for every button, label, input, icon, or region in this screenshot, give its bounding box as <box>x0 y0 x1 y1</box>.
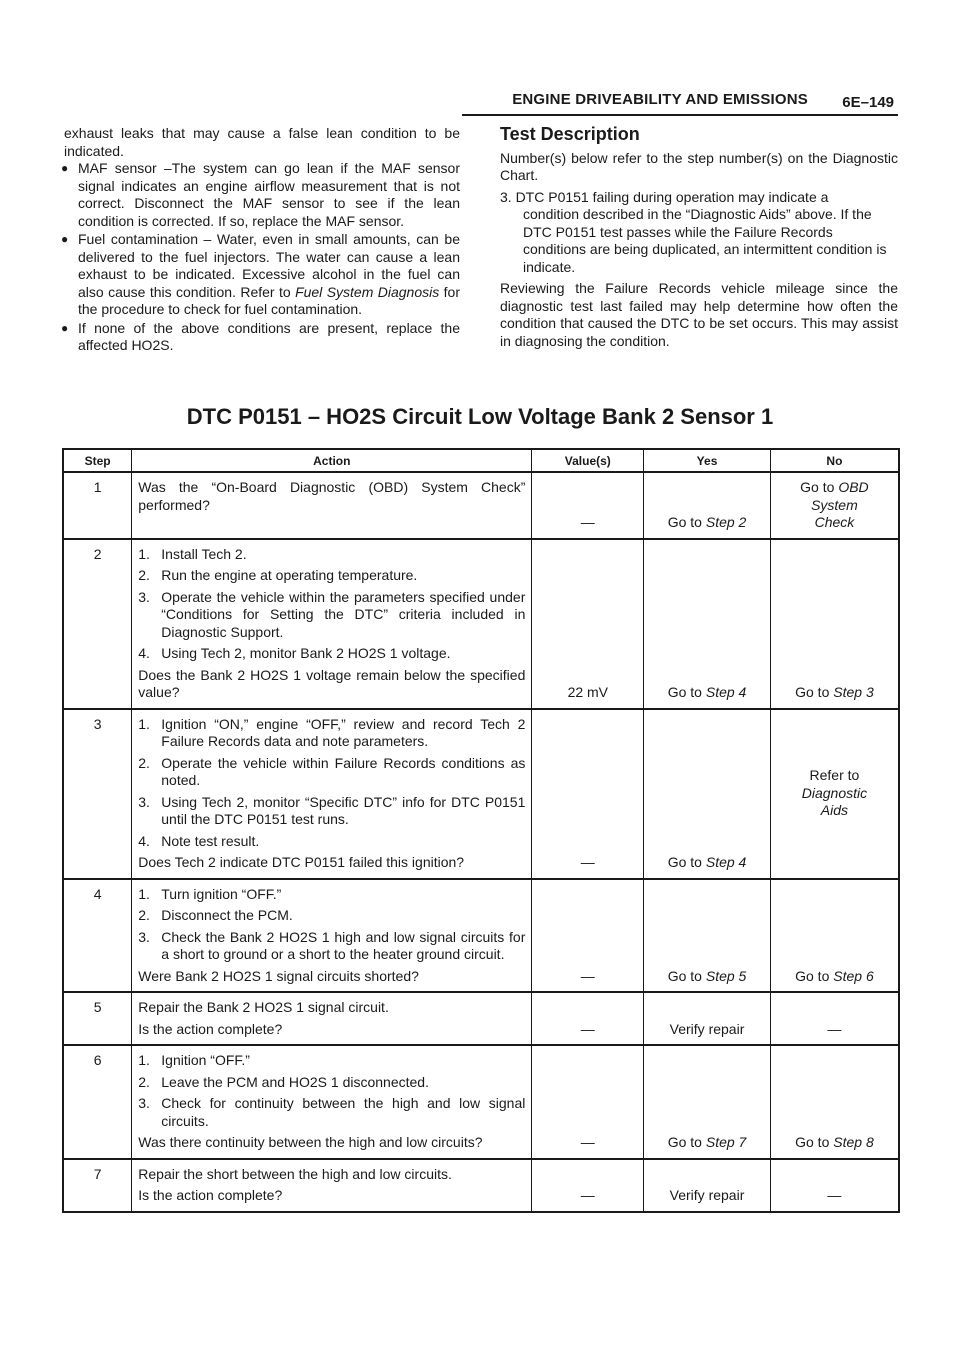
step-number: 7 <box>63 1159 132 1212</box>
value-cell: — <box>532 709 644 879</box>
no-cell: Go to OBD System Check <box>770 472 899 539</box>
action-cell: Repair the Bank 2 HO2S 1 signal circuit. Is the action complete? <box>132 992 532 1045</box>
no-cell: Refer to Diagnostic Aids <box>770 709 899 879</box>
list-item: ● MAF sensor –The system can go lean if the MAF sensor signal indicates an engine airflow measurement that is not correct. Disconnect the MAF sensor to see if the lean condition is corrected. If so, replace the MAF sensor. <box>61 160 460 229</box>
value-cell: 22 mV <box>532 539 644 709</box>
action-question: Is the action complete? <box>138 1020 283 1037</box>
step-link[interactable]: Step 5 <box>705 967 747 984</box>
action-substep: 3. Operate the vehicle within the parameters specified under “Conditions for Setting the DTC” criteria included in Diagnostic Support. <box>138 588 526 640</box>
header-action: Action <box>132 449 532 472</box>
bullet-icon: ● <box>61 320 69 335</box>
action-substep: 1. Ignition “OFF.” <box>138 1052 250 1068</box>
action-cell <box>132 879 532 993</box>
action-substep: 4. Using Tech 2, monitor Bank 2 HO2S 1 voltage. <box>138 645 451 661</box>
action-cell <box>132 1045 532 1159</box>
action-cell: Was the “On-Board Diagnostic (OBD) System Check” performed? <box>132 472 532 539</box>
step-link[interactable]: Step 3 <box>833 684 874 700</box>
diagnostic-chart <box>62 448 900 1213</box>
action-question: Were Bank 2 HO2S 1 signal circuits shorted? <box>138 967 419 984</box>
yes-cell: Go to Step 5 <box>644 879 771 993</box>
yes-cell: Go to Step 7 <box>644 1045 771 1159</box>
table-row <box>63 992 899 1045</box>
dtc-title: DTC P0151 – HO2S Circuit Low Voltage Bank 2 Sensor 1 <box>186 404 774 429</box>
list-item: ● Fuel contamination – Water, even in small amounts, can be delivered to the fuel injectors. The water can cause a lean exhaust to be indicated. Excessive alcohol in the fuel can also cause this condition. Refer to Fuel System Diagnosis for the procedure to check for fuel contamination. <box>61 231 460 317</box>
test-description-intro: Number(s) below refer to the step number(s) on the Diagnostic Chart. <box>500 149 898 183</box>
action-substep: 1. Turn ignition “OFF.” <box>138 885 282 902</box>
step-link[interactable]: Step 4 <box>705 854 747 870</box>
yes-cell: Go to Step 2 <box>644 472 771 539</box>
action-substep: 1. Ignition “ON,” engine “OFF,” review and record Tech 2 Failure Records data and note parameters. <box>138 715 526 749</box>
action-substep: 3. Using Tech 2, monitor “Specific DTC” info for DTC P0151 until the DTC P0151 test runs. <box>138 793 526 827</box>
fuel-system-diagnosis-link[interactable]: Fuel System Diagnosis <box>295 283 440 300</box>
step-link[interactable]: Step 4 <box>705 684 747 700</box>
substep-number: 3. <box>138 928 150 945</box>
substep-number: 1. <box>138 1052 150 1068</box>
step-link[interactable]: Step 8 <box>833 1134 874 1150</box>
yes-cell: Go to Step 4 <box>644 709 771 879</box>
table-row <box>63 472 899 539</box>
test-description-closing: Reviewing the Failure Records vehicle mileage since the diagnostic test last failed may help determine how often the condition that caused the DTC to be set occurs. This may assist in diagnosing the condition. <box>500 280 898 349</box>
yes-cell: Verify repair <box>644 992 771 1045</box>
action-cell <box>132 709 532 879</box>
action-question: Was there continuity between the high and low circuits? <box>138 1134 483 1150</box>
substep-number: 3. <box>138 1095 150 1111</box>
table-row <box>63 709 899 879</box>
right-column <box>500 126 898 354</box>
substep-number: 2. <box>138 1073 150 1090</box>
yes-cell: Verify repair <box>644 1159 771 1212</box>
table-row <box>63 1159 899 1212</box>
action-substep: 2. Operate the vehicle within Failure Records conditions as noted. <box>138 754 526 788</box>
step-number: 6 <box>63 1045 132 1159</box>
substep-number: 2. <box>138 907 150 923</box>
page-number: 6E–149 <box>842 94 894 111</box>
substep-number: 4. <box>138 645 150 661</box>
action-cell <box>132 539 532 709</box>
table-row <box>63 1045 899 1159</box>
page-header <box>0 0 960 118</box>
substep-number: 2. <box>138 754 150 771</box>
obd-check-link[interactable]: OBD <box>838 479 869 495</box>
section-title: ENGINE DRIVEABILITY AND EMISSIONS <box>512 91 808 108</box>
no-cell: — <box>770 992 899 1045</box>
substep-number: 2. <box>138 567 150 583</box>
step-link[interactable]: Step 7 <box>705 1134 747 1150</box>
header-rule <box>462 114 898 116</box>
value-cell: — <box>532 879 644 993</box>
step-number: 4 <box>63 879 132 993</box>
action-question: Does the Bank 2 HO2S 1 voltage remain below the specified value? <box>138 666 526 700</box>
no-cell: Go to Step 3 <box>770 539 899 709</box>
no-cell: Go to Step 6 <box>770 879 899 993</box>
action-question: Is the action complete? <box>138 1187 283 1203</box>
bullet-icon: ● <box>61 161 69 175</box>
step-number: 5 <box>63 992 132 1045</box>
header-yes: Yes <box>644 449 771 472</box>
action-substep: 4. Note test result. <box>138 832 260 849</box>
no-cell: — <box>770 1159 899 1212</box>
action-substep: 1. Install Tech 2. <box>138 545 247 562</box>
cause-list <box>61 160 460 355</box>
action-question: Does Tech 2 indicate DTC P0151 failed this ignition? <box>138 854 465 870</box>
step-link[interactable]: Step 2 <box>705 514 747 530</box>
action-substep: 2. Run the engine at operating temperature. <box>138 567 418 583</box>
value-cell: — <box>532 1159 644 1212</box>
action-substep: 2. Disconnect the PCM. <box>138 907 293 923</box>
substep-number: 1. <box>138 715 150 732</box>
diagnostic-aids-link[interactable]: Diagnostic <box>801 784 868 801</box>
no-cell: Go to Step 8 <box>770 1045 899 1159</box>
list-item: ● If none of the above conditions are present, replace the affected HO2S. <box>61 319 460 353</box>
step-link[interactable]: Step 6 <box>833 967 874 984</box>
action-substep: 3. Check for continuity between the high and low signal circuits. <box>138 1095 526 1129</box>
substep-number: 3. <box>138 588 150 605</box>
step-number: 1 <box>63 472 132 539</box>
substep-number: 1. <box>138 545 150 562</box>
header-values: Value(s) <box>532 449 644 472</box>
table-row <box>63 879 899 993</box>
yes-cell: Go to Step 4 <box>644 539 771 709</box>
test-description-step-3: 3. DTC P0151 failing during operation may indicate a condition described in the “Diagnostic Aids” above. If the DTC P0151 test passes while the Failure Records conditions are being duplicated, an intermittent condition is indicate. <box>500 188 887 275</box>
continued-text: exhaust leaks that may cause a false lean condition to be indicated. <box>64 125 460 159</box>
substep-number: 4. <box>138 832 150 849</box>
header-step: Step <box>63 449 132 472</box>
action-cell: Repair the short between the high and low circuits. Is the action complete? <box>132 1159 532 1212</box>
bullet-icon: ● <box>61 232 69 246</box>
step-number: 3 <box>63 709 132 879</box>
value-cell: — <box>532 1045 644 1159</box>
table-header-row <box>63 449 899 472</box>
value-cell: — <box>532 992 644 1045</box>
test-description-heading: Test Description <box>500 124 640 144</box>
action-substep: 3. Check the Bank 2 HO2S 1 high and low signal circuits for a short to ground or a short to the heater ground circuit. <box>138 928 526 962</box>
substep-number: 3. <box>138 793 150 810</box>
value-cell: — <box>532 472 644 539</box>
header-no: No <box>770 449 899 472</box>
step-number: 2 <box>63 539 132 709</box>
substep-number: 1. <box>138 885 150 902</box>
left-column <box>61 125 460 355</box>
action-substep: 2. Leave the PCM and HO2S 1 disconnected. <box>138 1073 429 1090</box>
table-row <box>63 539 899 709</box>
